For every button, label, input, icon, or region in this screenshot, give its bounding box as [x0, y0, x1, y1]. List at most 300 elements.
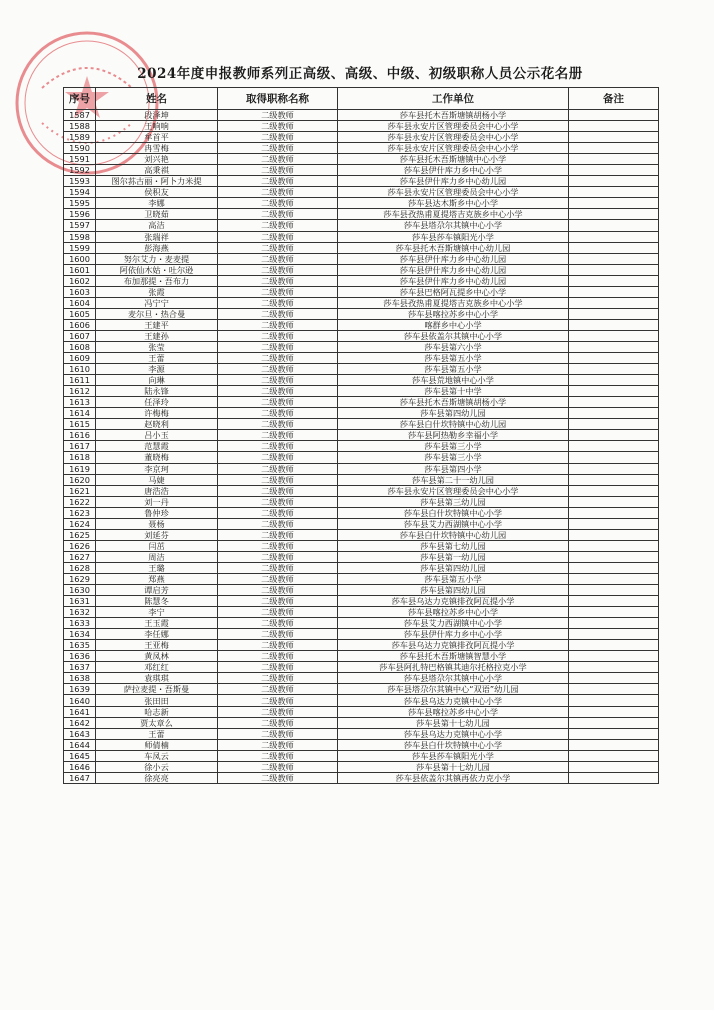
row-note [569, 585, 659, 596]
row-title: 二级教师 [218, 540, 338, 551]
row-title: 二级教师 [218, 485, 338, 496]
row-number: 1614 [64, 408, 96, 419]
table-row [64, 485, 659, 496]
table-row [64, 375, 659, 386]
row-name: 董晓梅 [96, 452, 218, 463]
row-note [569, 264, 659, 275]
row-note [569, 452, 659, 463]
row-note [569, 695, 659, 706]
row-title: 二级教师 [218, 452, 338, 463]
row-unit: 莎车县喀拉苏乡中心小学 [338, 706, 569, 717]
table-row [64, 286, 659, 297]
row-unit: 莎车县喀拉苏乡中心小学 [338, 607, 569, 618]
row-unit: 莎车县永安片区管理委员会中心小学 [338, 132, 569, 143]
row-unit: 莎车县第二十一幼儿园 [338, 474, 569, 485]
row-number: 1600 [64, 253, 96, 264]
table-row [64, 341, 659, 352]
row-name: 布加那提・吾布力 [96, 275, 218, 286]
row-name: 赵晓利 [96, 419, 218, 430]
row-unit: 莎车县乌达力克镇中心小学 [338, 728, 569, 739]
row-name: 张瑞祥 [96, 231, 218, 242]
row-note [569, 651, 659, 662]
row-name: 王蕾 [96, 353, 218, 364]
row-title: 二级教师 [218, 463, 338, 474]
row-unit: 莎车县第四幼儿园 [338, 408, 569, 419]
table-row [64, 353, 659, 364]
row-number: 1630 [64, 585, 96, 596]
row-title: 二级教师 [218, 165, 338, 176]
row-name: 王建平 [96, 319, 218, 330]
row-title: 二级教师 [218, 297, 338, 308]
row-title: 二级教师 [218, 386, 338, 397]
row-number: 1623 [64, 507, 96, 518]
row-name: 任泽玲 [96, 397, 218, 408]
row-note [569, 441, 659, 452]
row-note [569, 430, 659, 441]
table-row [64, 706, 659, 717]
row-name: 谭启芳 [96, 585, 218, 596]
row-unit: 莎车县第五小学 [338, 364, 569, 375]
row-number: 1611 [64, 375, 96, 386]
table-row [64, 143, 659, 154]
row-title: 二级教师 [218, 176, 338, 187]
row-note [569, 121, 659, 132]
row-unit: 莎车县第十七幼儿园 [338, 717, 569, 728]
row-number: 1634 [64, 629, 96, 640]
table-row [64, 540, 659, 551]
row-note [569, 673, 659, 684]
row-unit: 莎车县白什坎特镇中心小学 [338, 507, 569, 518]
row-title: 二级教师 [218, 364, 338, 375]
row-title: 二级教师 [218, 562, 338, 573]
row-number: 1637 [64, 662, 96, 673]
row-number: 1620 [64, 474, 96, 485]
row-unit: 莎车县塔尕尔其镇中心小学 [338, 673, 569, 684]
row-unit: 莎车县第七幼儿园 [338, 540, 569, 551]
row-number: 1628 [64, 562, 96, 573]
row-name: 李任娜 [96, 629, 218, 640]
row-unit: 莎车县托木吾斯塘镇中心幼儿园 [338, 242, 569, 253]
row-note [569, 706, 659, 717]
row-unit: 莎车县第一幼儿园 [338, 551, 569, 562]
row-unit: 莎车县第四幼儿园 [338, 585, 569, 596]
table-row [64, 121, 659, 132]
row-note [569, 132, 659, 143]
row-unit: 莎车县第四幼儿园 [338, 562, 569, 573]
row-note [569, 596, 659, 607]
row-title: 二级教师 [218, 551, 338, 562]
row-number: 1644 [64, 739, 96, 750]
table-row [64, 739, 659, 750]
row-name: 冉雪梅 [96, 143, 218, 154]
row-name: 图尔荪古丽・阿卜力米提 [96, 176, 218, 187]
row-note [569, 297, 659, 308]
table-row [64, 529, 659, 540]
row-title: 二级教师 [218, 728, 338, 739]
row-title: 二级教师 [218, 441, 338, 452]
row-note [569, 640, 659, 651]
table-row [64, 573, 659, 584]
row-note [569, 143, 659, 154]
row-unit: 莎车县阿热勒乡幸福小学 [338, 430, 569, 441]
row-title: 二级教师 [218, 507, 338, 518]
row-note [569, 540, 659, 551]
row-name: 王建孙 [96, 330, 218, 341]
row-title: 二级教师 [218, 596, 338, 607]
row-number: 1596 [64, 209, 96, 220]
row-title: 二级教师 [218, 319, 338, 330]
row-note [569, 607, 659, 618]
row-number: 1627 [64, 551, 96, 562]
row-title: 二级教师 [218, 330, 338, 341]
row-unit: 莎车县乌达力克镇中心小学 [338, 695, 569, 706]
row-name: 麦尔旦・热合曼 [96, 308, 218, 319]
table-row [64, 441, 659, 452]
row-unit: 喀群乡中心小学 [338, 319, 569, 330]
row-title: 二级教师 [218, 706, 338, 717]
row-name: 刘延芬 [96, 529, 218, 540]
row-unit: 莎车县莎车镇阳光小学 [338, 231, 569, 242]
row-number: 1588 [64, 121, 96, 132]
row-title: 二级教师 [218, 585, 338, 596]
row-name: 张霞 [96, 286, 218, 297]
row-unit: 莎车县艾力西湖镇中心小学 [338, 618, 569, 629]
table-row [64, 585, 659, 596]
row-name: 阿依仙木姑・吐尔逊 [96, 264, 218, 275]
row-name: 郑燕 [96, 573, 218, 584]
row-name: 王玉霞 [96, 618, 218, 629]
row-name: 许梅梅 [96, 408, 218, 419]
table-row [64, 242, 659, 253]
row-unit: 莎车县伊什库力乡中心幼儿园 [338, 264, 569, 275]
table-row [64, 253, 659, 264]
row-title: 二级教师 [218, 110, 338, 121]
row-unit: 莎车县巴格阿瓦提乡中心小学 [338, 286, 569, 297]
table-row [64, 165, 659, 176]
row-number: 1591 [64, 154, 96, 165]
table-row [64, 618, 659, 629]
table-row [64, 551, 659, 562]
document-title: 2024年度申报教师系列正高级、高级、中级、初级职称人员公示花名册 [137, 66, 583, 82]
row-number: 1646 [64, 761, 96, 772]
row-number: 1632 [64, 607, 96, 618]
row-note [569, 463, 659, 474]
row-note [569, 474, 659, 485]
row-number: 1641 [64, 706, 96, 717]
row-unit: 莎车县白什坎特镇中心小学 [338, 739, 569, 750]
table-row [64, 772, 659, 783]
row-title: 二级教师 [218, 397, 338, 408]
row-title: 二级教师 [218, 308, 338, 319]
row-number: 1617 [64, 441, 96, 452]
row-note [569, 330, 659, 341]
row-unit: 莎车县喀拉苏乡中心小学 [338, 308, 569, 319]
row-unit: 莎车县依盖尔其镇再依力克小学 [338, 772, 569, 783]
row-note [569, 750, 659, 761]
row-title: 二级教师 [218, 375, 338, 386]
row-number: 1631 [64, 596, 96, 607]
row-title: 二级教师 [218, 573, 338, 584]
row-number: 1633 [64, 618, 96, 629]
table-row [64, 386, 659, 397]
row-name: 彭海燕 [96, 242, 218, 253]
row-note [569, 319, 659, 330]
row-number: 1640 [64, 695, 96, 706]
row-note [569, 728, 659, 739]
row-name: 贾太章么 [96, 717, 218, 728]
row-name: 刘兴艳 [96, 154, 218, 165]
row-number: 1587 [64, 110, 96, 121]
row-number: 1625 [64, 529, 96, 540]
row-note [569, 485, 659, 496]
row-name: 卫晓茹 [96, 209, 218, 220]
row-unit: 莎车县白什坎特镇中心幼儿园 [338, 529, 569, 540]
table-row [64, 761, 659, 772]
row-title: 二级教师 [218, 474, 338, 485]
row-unit: 莎车县第五小学 [338, 353, 569, 364]
row-unit: 莎车县第五小学 [338, 573, 569, 584]
row-unit: 莎车县莎车镇阳光小学 [338, 750, 569, 761]
row-note [569, 496, 659, 507]
row-name: 刘一丹 [96, 496, 218, 507]
row-name: 李京珂 [96, 463, 218, 474]
row-note [569, 220, 659, 231]
row-number: 1615 [64, 419, 96, 430]
row-note [569, 286, 659, 297]
row-title: 二级教师 [218, 496, 338, 507]
row-note [569, 507, 659, 518]
row-unit: 莎车县孜热甫夏提塔吉克族乡中心小学 [338, 297, 569, 308]
table-row [64, 662, 659, 673]
row-number: 1607 [64, 330, 96, 341]
row-name: 袁琪琪 [96, 673, 218, 684]
row-note [569, 353, 659, 364]
row-name: 侯积友 [96, 187, 218, 198]
row-name: 车凤云 [96, 750, 218, 761]
row-title: 二级教师 [218, 651, 338, 662]
row-number: 1605 [64, 308, 96, 319]
row-number: 1626 [64, 540, 96, 551]
row-note [569, 110, 659, 121]
table-row [64, 231, 659, 242]
table-row [64, 651, 659, 662]
row-unit: 莎车县乌达力克镇排孜阿瓦提小学 [338, 596, 569, 607]
row-unit: 莎车县伊什库力乡中心幼儿园 [338, 275, 569, 286]
row-number: 1606 [64, 319, 96, 330]
table-row [64, 629, 659, 640]
roster-table [63, 87, 659, 784]
row-name: 邓红红 [96, 662, 218, 673]
table-row [64, 132, 659, 143]
table-row [64, 275, 659, 286]
row-unit: 莎车县第六小学 [338, 341, 569, 352]
row-unit: 莎车县伊什库力乡中心小学 [338, 165, 569, 176]
row-unit: 莎车县托木吾斯塘镇中心小学 [338, 154, 569, 165]
row-name: 张莹 [96, 341, 218, 352]
table-row [64, 717, 659, 728]
row-note [569, 408, 659, 419]
row-title: 二级教师 [218, 640, 338, 651]
table-row [64, 198, 659, 209]
row-number: 1593 [64, 176, 96, 187]
row-title: 二级教师 [218, 408, 338, 419]
row-name: 牟首平 [96, 132, 218, 143]
row-title: 二级教师 [218, 739, 338, 750]
row-title: 二级教师 [218, 662, 338, 673]
row-name: 王亚梅 [96, 640, 218, 651]
row-title: 二级教师 [218, 607, 338, 618]
row-title: 二级教师 [218, 529, 338, 540]
table-row [64, 430, 659, 441]
row-name: 闫茁 [96, 540, 218, 551]
row-name: 高秉祺 [96, 165, 218, 176]
row-name: 高洁 [96, 220, 218, 231]
row-name: 唐浩浩 [96, 485, 218, 496]
row-note [569, 242, 659, 253]
row-title: 二级教师 [218, 673, 338, 684]
row-unit: 莎车县第十中学 [338, 386, 569, 397]
row-note [569, 717, 659, 728]
table-row [64, 176, 659, 187]
row-name: 王璐 [96, 562, 218, 573]
row-note [569, 419, 659, 430]
table-row [64, 562, 659, 573]
row-number: 1635 [64, 640, 96, 651]
row-name: 周洁 [96, 551, 218, 562]
row-note [569, 772, 659, 783]
row-number: 1598 [64, 231, 96, 242]
row-number: 1621 [64, 485, 96, 496]
row-number: 1647 [64, 772, 96, 783]
row-number: 1645 [64, 750, 96, 761]
row-title: 二级教师 [218, 695, 338, 706]
row-title: 二级教师 [218, 353, 338, 364]
row-note [569, 662, 659, 673]
row-number: 1597 [64, 220, 96, 231]
row-name: 李源 [96, 364, 218, 375]
row-name: 向琳 [96, 375, 218, 386]
row-title: 二级教师 [218, 618, 338, 629]
table-row [64, 695, 659, 706]
row-unit: 莎车县第三小学 [338, 452, 569, 463]
row-note [569, 364, 659, 375]
row-number: 1643 [64, 728, 96, 739]
row-unit: 莎车县依盖尔其镇中心小学 [338, 330, 569, 341]
row-number: 1622 [64, 496, 96, 507]
row-note [569, 562, 659, 573]
row-unit: 莎车县伊什库力乡中心小学 [338, 629, 569, 640]
row-number: 1619 [64, 463, 96, 474]
row-note [569, 154, 659, 165]
roster-body [64, 110, 659, 784]
row-number: 1602 [64, 275, 96, 286]
table-row [64, 154, 659, 165]
header-name: 姓名 [96, 88, 218, 110]
row-name: 王响响 [96, 121, 218, 132]
row-name: 黄凤林 [96, 651, 218, 662]
row-note [569, 386, 659, 397]
row-title: 二级教师 [218, 717, 338, 728]
row-note [569, 629, 659, 640]
row-note [569, 209, 659, 220]
row-unit: 莎车县第四小学 [338, 463, 569, 474]
row-title: 二级教师 [218, 772, 338, 783]
row-title: 二级教师 [218, 629, 338, 640]
row-name: 陆永锋 [96, 386, 218, 397]
table-row [64, 209, 659, 220]
row-note [569, 739, 659, 750]
row-number: 1608 [64, 341, 96, 352]
row-number: 1604 [64, 297, 96, 308]
row-unit: 莎车县塔尕尔其镇中心“双语”幼儿园 [338, 684, 569, 695]
header-note: 备注 [569, 88, 659, 110]
row-title: 二级教师 [218, 518, 338, 529]
row-unit: 莎车县第三幼儿园 [338, 496, 569, 507]
table-row [64, 364, 659, 375]
row-unit: 莎车县塔尕尔其镇中心小学 [338, 220, 569, 231]
table-row [64, 640, 659, 651]
row-number: 1595 [64, 198, 96, 209]
row-note [569, 187, 659, 198]
row-number: 1601 [64, 264, 96, 275]
row-unit: 莎车县第十七幼儿园 [338, 761, 569, 772]
row-title: 二级教师 [218, 750, 338, 761]
row-note [569, 341, 659, 352]
row-title: 二级教师 [218, 341, 338, 352]
row-note [569, 375, 659, 386]
row-number: 1610 [64, 364, 96, 375]
row-number: 1590 [64, 143, 96, 154]
table-row [64, 397, 659, 408]
row-unit: 莎车县伊什库力乡中心幼儿园 [338, 253, 569, 264]
row-number: 1639 [64, 684, 96, 695]
row-name: 聂杨 [96, 518, 218, 529]
row-unit: 莎车县孜热甫夏提塔吉克族乡中心小学 [338, 209, 569, 220]
row-name: 张田田 [96, 695, 218, 706]
row-note [569, 529, 659, 540]
row-number: 1636 [64, 651, 96, 662]
row-title: 二级教师 [218, 231, 338, 242]
table-row [64, 330, 659, 341]
row-title: 二级教师 [218, 209, 338, 220]
table-row [64, 220, 659, 231]
row-note [569, 275, 659, 286]
row-number: 1589 [64, 132, 96, 143]
row-note [569, 308, 659, 319]
row-title: 二级教师 [218, 761, 338, 772]
row-note [569, 253, 659, 264]
row-title: 二级教师 [218, 275, 338, 286]
row-unit: 莎车县托木吾斯塘镇胡杨小学 [338, 110, 569, 121]
row-number: 1612 [64, 386, 96, 397]
row-title: 二级教师 [218, 132, 338, 143]
row-unit: 莎车县托木吾斯塘镇胡杨小学 [338, 397, 569, 408]
row-name: 师倩楠 [96, 739, 218, 750]
row-note [569, 165, 659, 176]
row-number: 1616 [64, 430, 96, 441]
row-note [569, 397, 659, 408]
row-unit: 莎车县乌达力克镇排孜阿瓦提小学 [338, 640, 569, 651]
row-number: 1592 [64, 165, 96, 176]
table-row [64, 319, 659, 330]
row-name: 徐亮亮 [96, 772, 218, 783]
row-name: 李娜 [96, 198, 218, 209]
table-row [64, 496, 659, 507]
table-row [64, 419, 659, 430]
row-unit: 莎车县达木斯乡中心小学 [338, 198, 569, 209]
row-number: 1603 [64, 286, 96, 297]
row-unit: 莎车县第三小学 [338, 441, 569, 452]
